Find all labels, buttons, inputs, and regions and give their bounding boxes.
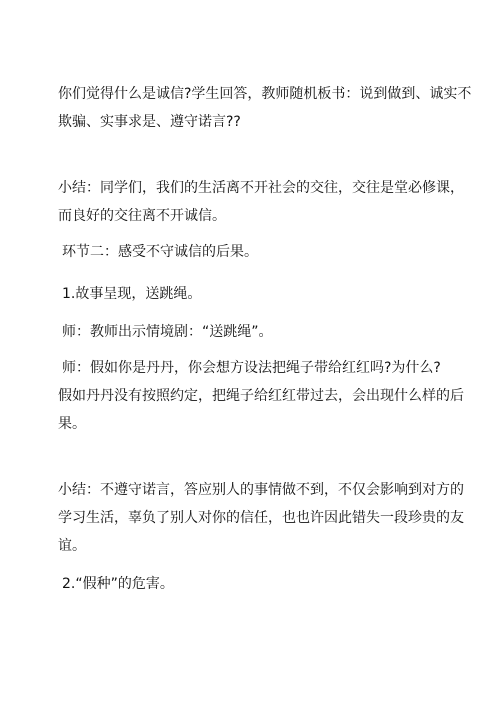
paragraph-summary-social-interaction bbox=[58, 174, 464, 230]
text-line: 你们觉得什么是诚信?学生回答，教师随机板书：说到做到、诚实不 bbox=[58, 86, 472, 102]
text-line: 假如丹丹没有按照约定，把绳子给红红带过去，会出现什么样的后 bbox=[58, 388, 464, 404]
text-line: 师：假如你是丹丹，你会想方设法把绳子带给红红吗?为什么? bbox=[62, 360, 441, 376]
text-line: 果。 bbox=[58, 416, 86, 432]
story-heading-fake-seeds bbox=[62, 570, 452, 598]
text-line: 小结：同学们，我们的生活离不开社会的交往，交往是堂必修课， bbox=[58, 180, 464, 196]
paragraph-summary-broken-promise bbox=[58, 476, 464, 560]
text-line: 环节二：感受不守诚信的后果。 bbox=[62, 244, 258, 260]
text-line: 1.故事呈现，送跳绳。 bbox=[62, 286, 202, 302]
text-line: 2.“假种”的危害。 bbox=[62, 576, 174, 592]
text-line: 而良好的交往离不开诚信。 bbox=[58, 208, 226, 224]
story-heading-jump-rope bbox=[62, 280, 452, 308]
text-line: 师：教师出示情境剧：“送跳绳”。 bbox=[62, 324, 273, 340]
text-line: 学习生活，辜负了别人对你的信任，也也许因此错失一段珍贵的友 bbox=[58, 510, 464, 526]
paragraph-teacher-question bbox=[58, 354, 464, 438]
text-line: 谊。 bbox=[58, 538, 86, 554]
section-heading-part-two bbox=[62, 238, 452, 266]
text-line: 欺骗、实事求是、遵守诺言?? bbox=[58, 114, 241, 130]
paragraph-what-is-integrity bbox=[58, 80, 472, 136]
paragraph-teacher-scenario bbox=[62, 318, 452, 346]
text-line: 小结：不遵守诺言，答应别人的事情做不到，不仅会影响到对方的 bbox=[58, 482, 464, 498]
